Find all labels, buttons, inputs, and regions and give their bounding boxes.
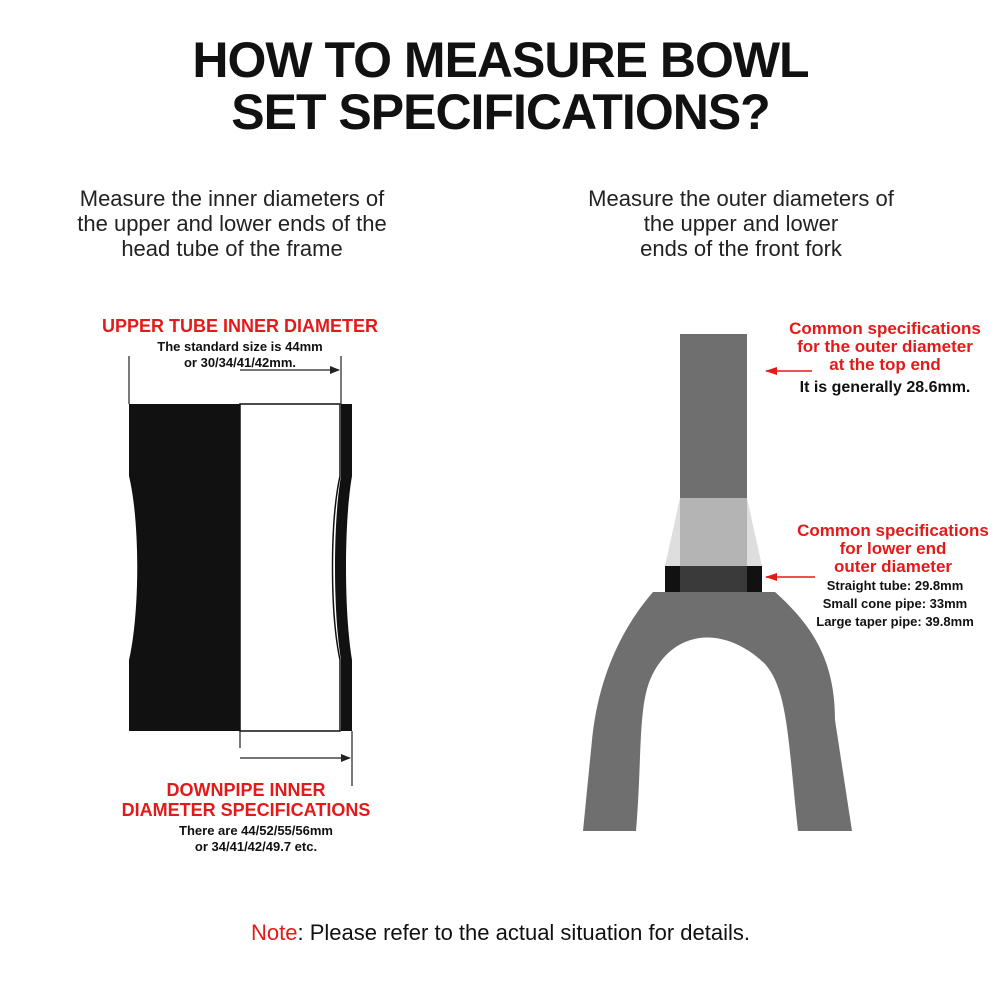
left-instruction-line: Measure the inner diameters of	[79, 186, 385, 211]
note-prefix: Note	[251, 920, 298, 945]
lower-end-label-line: for lower end	[839, 539, 947, 558]
lower-end-desc-line: Large taper pipe: 39.8mm	[816, 614, 974, 629]
left-instruction-line: head tube of the frame	[121, 236, 343, 261]
lower-end-label	[782, 522, 1001, 576]
downpipe-desc	[58, 823, 454, 855]
lower-end-label-line: outer diameter	[833, 557, 953, 576]
footer-note	[0, 920, 1001, 946]
fork-steerer-upper	[680, 334, 747, 498]
title-line-1: HOW TO MEASURE BOWL	[192, 32, 809, 88]
right-instruction-line: the upper and lower	[643, 211, 839, 236]
lower-end-desc-line: Small cone pipe: 33mm	[822, 596, 968, 611]
downpipe-desc-line: or 34/41/42/49.7 etc.	[194, 839, 318, 854]
left-instruction-line: the upper and lower ends of the	[77, 211, 387, 236]
right-instruction-line: ends of the front fork	[640, 236, 842, 261]
lower-end-label-line: Common specifications	[797, 521, 989, 540]
fork-crown-race-inner	[680, 566, 747, 592]
lower-end-desc-line: Straight tube: 29.8mm	[826, 578, 964, 593]
downpipe-label	[48, 780, 444, 820]
top-end-desc: It is generally 28.6mm.	[799, 379, 971, 396]
upper-tube-desc	[42, 339, 438, 371]
upper-tube-desc-line: or 30/34/41/42mm.	[183, 355, 297, 370]
downpipe-label-line: DIAMETER SPECIFICATIONS	[121, 800, 371, 820]
title-line-2: SET SPECIFICATIONS?	[231, 84, 770, 140]
top-end-label	[775, 320, 995, 374]
downpipe-desc-line: There are 44/52/55/56mm	[179, 823, 333, 838]
upper-tube-label: UPPER TUBE INNER DIAMETER	[101, 316, 379, 336]
top-end-label-line: Common specifications	[789, 319, 981, 338]
lower-end-desc	[790, 577, 1000, 631]
upper-tube-desc-line: The standard size is 44mm	[157, 339, 323, 354]
downpipe-label-line: DOWNPIPE INNER	[166, 780, 326, 800]
top-end-label-line: at the top end	[829, 355, 941, 374]
fork-steerer-lower	[680, 498, 747, 566]
note-text: : Please refer to the actual situation for details.	[297, 920, 750, 945]
head-tube-left-wall	[129, 404, 240, 731]
right-instruction-line: Measure the outer diameters of	[588, 186, 894, 211]
top-end-label-line: for the outer diameter	[797, 337, 973, 356]
head-tube-right-section	[240, 404, 340, 731]
